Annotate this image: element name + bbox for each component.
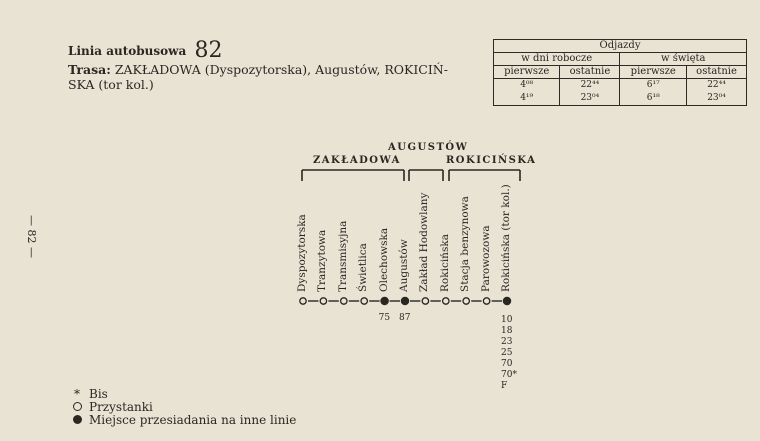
departures-title: Odjazdy [599, 40, 641, 51]
connection-line: 10 [501, 315, 513, 325]
route-label: Trasa: [68, 62, 111, 77]
filled-circle-icon [73, 415, 82, 424]
legend-label: Bis [89, 387, 108, 401]
stop-name: Tranzytowa [316, 229, 329, 292]
stop-marker [300, 298, 306, 304]
connection-line: F [501, 381, 508, 391]
table-cell: 4⁰⁸ [494, 79, 560, 93]
group-holidays: w święta [620, 53, 746, 66]
section-label-rokicinska: ROKICIŃSKA [446, 155, 537, 166]
subheader-first: pierwsze [620, 66, 687, 79]
transfer-stop-marker [503, 297, 510, 304]
stop-name: Olechowska [377, 227, 390, 292]
stop-marker [320, 298, 326, 304]
section-label-augustow: AUGUSTÓW [388, 142, 469, 153]
table-cell: 22⁴⁴ [687, 79, 746, 93]
page-number: — 82 — [25, 215, 38, 258]
star-icon: * [74, 387, 80, 401]
stop-marker [483, 298, 489, 304]
open-circle-icon [73, 402, 82, 411]
legend-label: Przystanki [89, 400, 153, 414]
table-cell: 6¹⁸ [620, 92, 687, 105]
table-cell: 23⁰⁴ [560, 92, 620, 105]
stop-name: Rokicińska [438, 234, 451, 292]
stop-marker [361, 298, 367, 304]
stop-name: Rokicińska (tor kol.) [500, 184, 512, 292]
stop-name: Dyspozytorska [296, 214, 308, 292]
legend-label: Miejsce przesiadania na inne linie [89, 413, 297, 427]
group-weekdays: w dni robocze [494, 53, 620, 66]
transfer-line-label: 75 [378, 313, 391, 323]
section-label-zakladowa: ZAKŁADOWA [313, 155, 401, 166]
transfer-stop-marker [401, 297, 408, 304]
table-cell: 6¹⁷ [620, 79, 687, 93]
legend-item-transfer [71, 414, 296, 427]
connection-line: 23 [501, 337, 513, 347]
stop-name: Augustów [398, 239, 410, 292]
subheader-last: ostatnie [560, 66, 620, 79]
stop-name: Stacja benzynowa [459, 196, 472, 292]
line-label: Linia autobusowa [68, 44, 187, 58]
connection-line: 70 [501, 359, 513, 369]
stop-name: Świetlica [357, 243, 370, 292]
table-cell: 4¹⁹ [520, 93, 534, 103]
subheader-first: pierwsze [494, 66, 560, 79]
table-cell: 22⁴⁴ [560, 79, 620, 93]
legend [71, 388, 296, 427]
stop-marker [463, 298, 469, 304]
stop-marker [443, 298, 449, 304]
transfer-line-label: 87 [399, 313, 411, 323]
route-text: ZAKŁADOWA (Dyspozytorska), Augustów, ROKICIŃ-SKA (tor kol.) [68, 62, 448, 92]
stop-marker [341, 298, 347, 304]
transfer-stop-marker [381, 297, 388, 304]
connection-line: 18 [501, 326, 513, 336]
subheader-last: ostatnie [687, 66, 746, 79]
stop-name: Transmisyjna [336, 220, 349, 292]
connection-line: 70* [501, 370, 517, 380]
stop-name: Zakład Hodowlany [418, 192, 431, 292]
stop-marker [422, 298, 428, 304]
end-connections [501, 315, 517, 392]
connection-line: 25 [501, 348, 513, 358]
stop-name: Parowozowa [479, 225, 492, 292]
table-cell: 23⁰⁴ [687, 92, 746, 105]
line-number: 82 [194, 38, 223, 63]
